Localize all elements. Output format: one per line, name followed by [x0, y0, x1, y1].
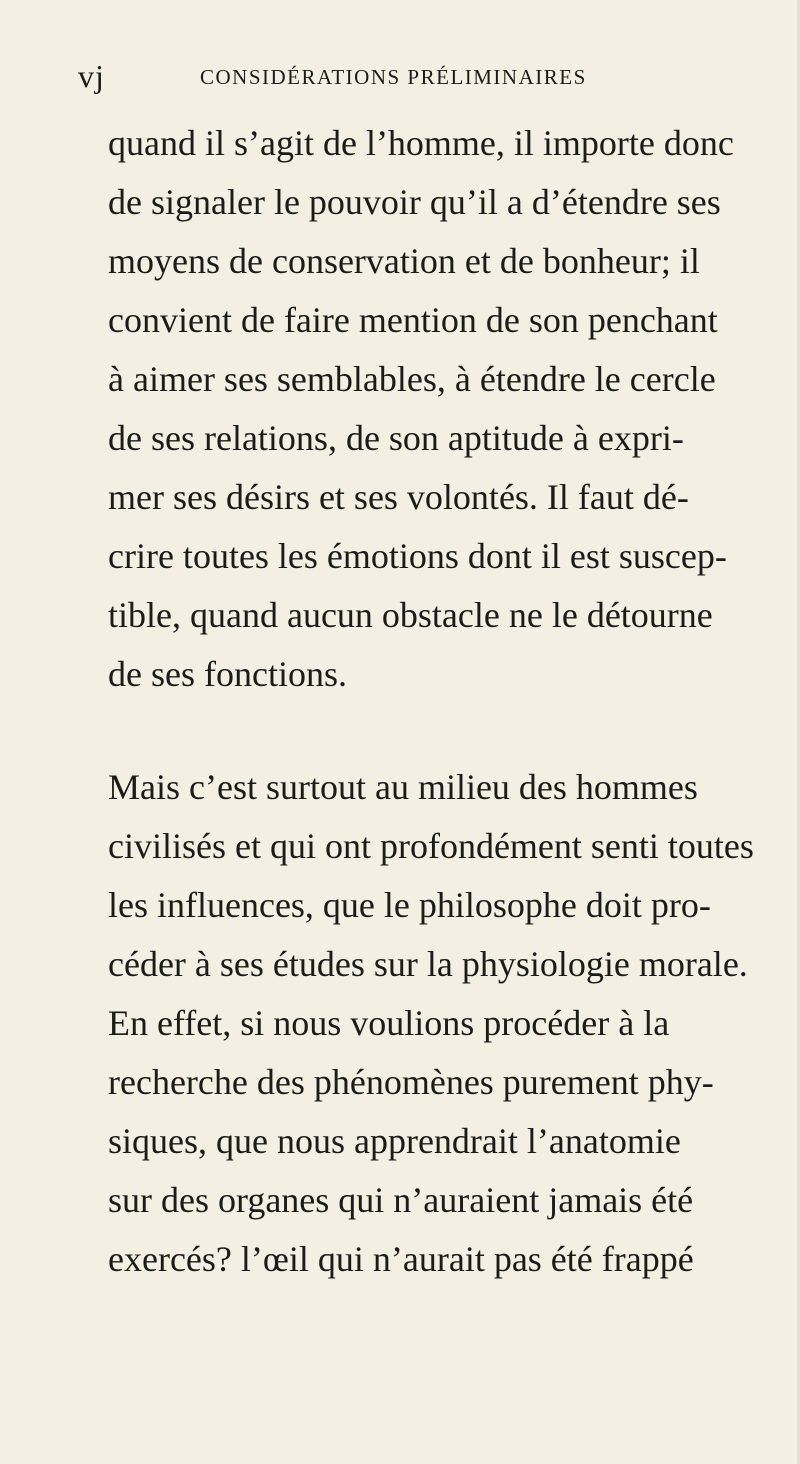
text-line: de signaler le pouvoir qu’il a d’étendre ses	[108, 182, 721, 222]
body-text	[108, 114, 788, 1289]
text-line: tible, quand aucun obstacle ne le détourne	[108, 595, 713, 635]
text-line: exercés? l’œil qui n’aurait pas été frappé	[108, 1239, 694, 1279]
page-number: vj	[78, 58, 105, 94]
running-title: CONSIDÉRATIONS PRÉLIMINAIRES	[200, 65, 587, 89]
page-header	[78, 58, 738, 94]
paragraph-1	[108, 114, 788, 704]
text-line: moyens de conservation et de bonheur; il	[108, 241, 700, 281]
text-line: sur des organes qui n’auraient jamais été	[108, 1180, 694, 1220]
text-line: céder à ses études sur la physiologie morale.	[108, 944, 748, 984]
text-line: recherche des phénomènes purement phy-	[108, 1062, 714, 1102]
text-line: crire toutes les émotions dont il est suscep-	[108, 536, 727, 576]
paragraph-2	[108, 758, 788, 1289]
text-line: siques, que nous apprendrait l’anatomie	[108, 1121, 681, 1161]
text-line: convient de faire mention de son penchant	[108, 300, 718, 340]
paragraph-spacer	[108, 704, 788, 758]
text-line: mer ses désirs et ses volontés. Il faut dé-	[108, 477, 689, 517]
text-line: quand il s’agit de l’homme, il importe donc	[108, 123, 734, 163]
text-line: En effet, si nous voulions procéder à la	[108, 1003, 670, 1043]
text-line: civilisés et qui ont profondément senti toutes	[108, 826, 754, 866]
text-line: les influences, que le philosophe doit pro-	[108, 885, 711, 925]
text-line: de ses relations, de son aptitude à expri-	[108, 418, 684, 458]
text-line: à aimer ses semblables, à étendre le cercle	[108, 359, 716, 399]
text-line: de ses fonctions.	[108, 654, 347, 694]
text-line: Mais c’est surtout au milieu des hommes	[108, 767, 698, 807]
